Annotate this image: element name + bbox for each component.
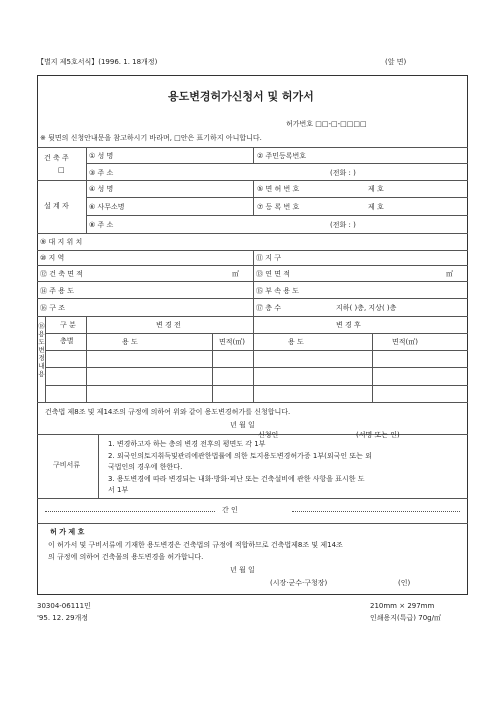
after-use-header: 용 도 xyxy=(288,338,304,346)
before-header: 변 경 전 xyxy=(156,321,181,329)
applicant-sign: (서명 또는 인) xyxy=(356,431,400,439)
after-area-header: 면적(㎡) xyxy=(392,338,418,346)
before-area-header: 면적(㎡) xyxy=(219,338,245,346)
document-item-3b: 서 1부 xyxy=(108,486,129,494)
footer-revised: '95. 12. 29개정 xyxy=(37,614,89,622)
documents-label: 구비서류 xyxy=(53,461,81,469)
after-header: 변 경 후 xyxy=(336,321,361,329)
page-side: (앞 면) xyxy=(385,58,407,66)
designer-address-label: ⑧ 주 소 xyxy=(89,221,114,229)
sub-use-label: ⑮ 부 속 용 도 xyxy=(256,287,299,295)
permit-text-2: 의 규정에 의하여 건축물의 용도변경을 허가합니다. xyxy=(48,553,204,561)
notice-text: ※ 뒷면의 신청안내문을 참고하시기 바라며, □안은 표기하지 아니합니다. xyxy=(40,134,262,142)
building-area-label: ⑫ 건 축 면 적 xyxy=(40,270,83,278)
col-floor: 층별 xyxy=(60,337,74,345)
site-location-label: ⑨ 대 지 위 치 xyxy=(40,238,83,246)
floor-area-label: ⑬ 연 면 적 xyxy=(256,270,290,278)
floors-label: ⑰ 층 수 xyxy=(256,304,281,312)
owner-label: 건 축 주 xyxy=(44,154,69,162)
cut-line-right xyxy=(292,511,460,512)
designer-reg-value: 제 호 xyxy=(368,203,384,211)
site-district-label: ⑪ 지 구 xyxy=(256,254,281,262)
document-item-1: 1. 변경하고자 하는 층의 변경 전후의 평면도 각 1부 xyxy=(108,440,266,448)
footer-paper: 인쇄용지(특급) 70g/㎡ xyxy=(370,614,441,622)
footer-code: 30304-06111민 xyxy=(37,602,91,610)
floor-area-unit: ㎡ xyxy=(446,270,453,278)
owner-address-label: ③ 주 소 xyxy=(89,169,114,177)
owner-name-label: ① 성 명 xyxy=(89,152,114,160)
before-use-header: 용 도 xyxy=(122,338,138,346)
application-date: 년 월 일 xyxy=(230,421,255,429)
permit-date: 년 월 일 xyxy=(230,566,255,574)
document-item-2: 2. 외국인의토지취득및관리에관한법률에 의한 토지용도변경허가증 1부(외국인 또는 외 xyxy=(108,452,372,460)
permit-label: 허 가 제 호 xyxy=(50,528,85,536)
site-area-label: ⑩ 지 역 xyxy=(40,254,65,262)
designer-phone: (전화 : ) xyxy=(330,221,356,229)
structure-label: ⑯ 구 조 xyxy=(40,304,65,312)
permit-seal: (인) xyxy=(398,579,411,587)
building-area-unit: ㎡ xyxy=(232,270,239,278)
designer-reg-label: ⑦ 등 록 번 호 xyxy=(257,203,300,211)
cut-label: 간 인 xyxy=(222,506,238,514)
main-use-label: ⑭ 주 용 도 xyxy=(40,287,74,295)
form-reference: 【별지 제5호서식】(1996. 1. 18개정) xyxy=(37,58,158,66)
designer-name-label: ④ 성 명 xyxy=(89,185,114,193)
owner-phone: (전화 : ) xyxy=(330,169,356,177)
permit-text-1: 이 허가서 및 구비서류에 기재한 용도변경은 건축법의 규정에 적합하므로 건축법제8조 및 제14조 xyxy=(48,541,343,549)
designer-office-label: ⑥ 사무소명 xyxy=(89,203,125,211)
document-item-2b: 국법인의 경우에 한한다. xyxy=(108,463,183,471)
owner-id-label: ② 주민등록번호 xyxy=(257,152,307,160)
designer-label: 설 계 자 xyxy=(44,202,69,210)
owner-box: □ xyxy=(58,166,65,174)
form-title: 용도변경허가신청서 및 허가서 xyxy=(168,90,314,103)
applicant-label: 신청인 xyxy=(258,431,279,439)
floors-value: 지하( )층, 지상( )층 xyxy=(336,304,397,312)
designer-license-value: 제 호 xyxy=(368,185,384,193)
cut-line-left xyxy=(45,511,215,512)
col-class: 구 분 xyxy=(60,321,76,329)
document-item-3: 3. 용도변경에 따라 변경되는 내화·방화·피난 또는 건축설비에 관한 사항을 표시한 도 xyxy=(108,475,365,483)
permit-number: 허가번호 □□-□-□□□□ xyxy=(286,120,367,128)
permit-authority: (시장·군수·구청장) xyxy=(270,579,328,587)
footer-size: 210mm × 297mm xyxy=(370,602,435,610)
application-statement: 건축법 제8조 및 제14조의 규정에 의하여 위와 같이 용도변경허가를 신청합니다. xyxy=(45,408,291,416)
designer-license-label: ⑤ 면 허 번 호 xyxy=(257,185,300,193)
change-side-label: ⑱ 용도변경내용 xyxy=(38,322,45,378)
